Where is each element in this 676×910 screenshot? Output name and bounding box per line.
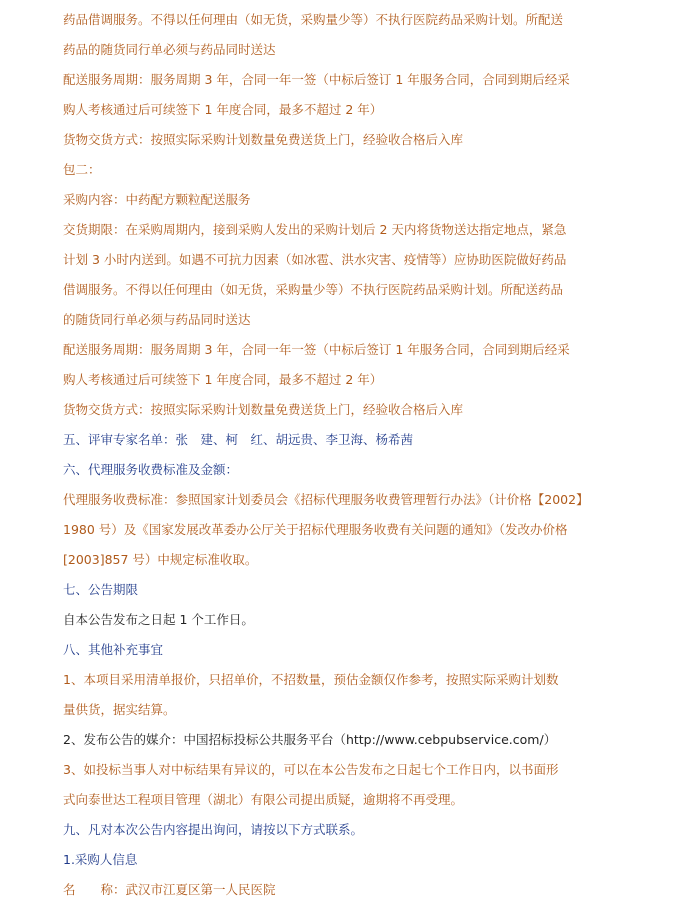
text-line: 货物交货方式：按照实际采购计划数量免费送货上门，经验收合格后入库: [63, 132, 464, 147]
text-line: 计划 3 小时内送到。如遇不可抗力因素（如冰雹、洪水灾害、疫情等）应协助医院做好药品: [63, 252, 567, 267]
text-line: 购人考核通过后可续签下 1 年度合同，最多不超过 2 年）: [63, 102, 383, 117]
text-line: 采购内容：中药配方颗粒配送服务: [63, 192, 251, 207]
text-line: 1980 号）及《国家发展改革委办公厅关于招标代理服务收费有关问题的通知》（发改办价格: [63, 522, 568, 537]
text-line: 药品借调服务。不得以任何理由（如无货，采购量少等）不执行医院药品采购计划。所配送: [63, 12, 564, 27]
section-heading: 1.采购人信息: [63, 852, 138, 867]
text-line: 配送服务周期：服务周期 3 年，合同一年一签（中标后签订 1 年服务合同，合同到期后经采: [63, 342, 570, 357]
text-line: 2、发布公告的媒介：中国招标投标公共服务平台（http://www.cebpubservice.com/）: [63, 732, 557, 747]
text-line: 3、如投标当事人对中标结果有异议的，可以在本公告发布之日起七个工作日内，以书面形: [63, 762, 559, 777]
section-heading: 九、凡对本次公告内容提出询问，请按以下方式联系。: [63, 822, 364, 837]
text-line: 代理服务收费标准：参照国家计划委员会《招标代理服务收费管理暂行办法》（计价格【2002】: [63, 492, 589, 507]
text-line: 1、本项目采用清单报价，只招单价，不招数量，预估金额仅作参考，按照实际采购计划数: [63, 672, 559, 687]
section-heading: 五、评审专家名单：张 建、柯 红、胡远贵、李卫海、杨希茜: [63, 432, 414, 447]
section-heading: 八、其他补充事宜: [63, 642, 164, 657]
text-line: 量供货，据实结算。: [63, 702, 176, 717]
section-heading: 六、代理服务收费标准及金额：: [63, 462, 239, 477]
text-line: 借调服务。不得以任何理由（如无货，采购量少等）不执行医院药品采购计划。所配送药品: [63, 282, 564, 297]
text-line: 购人考核通过后可续签下 1 年度合同，最多不超过 2 年）: [63, 372, 383, 387]
text-line: 包二：: [63, 162, 101, 177]
text-line: 配送服务周期：服务周期 3 年，合同一年一签（中标后签订 1 年服务合同，合同到期后经采: [63, 72, 570, 87]
text-line: 药品的随货同行单必须与药品同时送达: [63, 42, 276, 57]
section-heading: 七、公告期限: [63, 582, 139, 597]
text-line: 名 称：武汉市江夏区第一人民医院: [63, 882, 276, 897]
text-line: 的随货同行单必须与药品同时送达: [63, 312, 251, 327]
text-line: 货物交货方式：按照实际采购计划数量免费送货上门，经验收合格后入库: [63, 402, 464, 417]
text-line: [2003]857 号）中规定标准收取。: [63, 552, 258, 567]
text-line: 式向泰世达工程项目管理（湖北）有限公司提出质疑，逾期将不再受理。: [63, 792, 464, 807]
text-line: 交货期限：在采购周期内，接到采购人发出的采购计划后 2 天内将货物送达指定地点，紧急: [63, 222, 567, 237]
text-line: 自本公告发布之日起 1 个工作日。: [63, 612, 254, 627]
